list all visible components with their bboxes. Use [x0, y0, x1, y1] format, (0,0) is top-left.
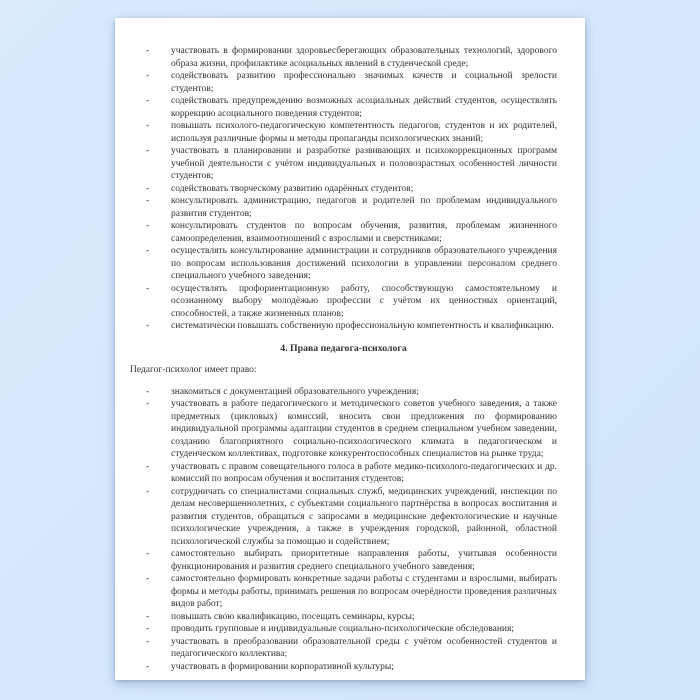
list-item-text: консультировать администрацию, педагогов и родителей по проблемам индивидуального развития студентов;: [171, 196, 557, 219]
list-item: [130, 611, 557, 624]
rights-list: [130, 386, 557, 674]
list-item-text: участвовать в преобразовании образовательной среды с учётом особенностей студентов и педагогического коллектива;: [171, 636, 557, 659]
bullet-dash: -: [146, 636, 150, 647]
list-item: [130, 661, 557, 674]
list-item-text: консультировать студентов по вопросам обучения, развития, проблемам жизненного самоопределения, взаимоотношений с взрослыми и сверстниками;: [171, 221, 557, 244]
list-item: [130, 461, 557, 486]
section-heading: 4. Права педагога-психолога: [280, 342, 407, 354]
bullet-dash: -: [146, 121, 150, 131]
list-item: [130, 145, 557, 183]
list-item-text: самостоятельно формировать конкретные задачи работы с студентами и взрослыми, выбирать формы и методы работы, принимать решения по вопросам очерёдности проведения различных видов работ;: [171, 574, 557, 609]
list-item-text: участвовать с правом совещательного голоса в работе медико-психолого-педагогических и др. комиссий по вопросам обучения и воспитания студентов;: [171, 461, 557, 484]
list-item: [130, 45, 557, 70]
bullet-dash: -: [146, 221, 150, 231]
list-item-text: участвовать в планировании и разработке развивающих и психокоррекционных программ учебной деятельности с учётом индивидуальных и половозрастных особенностей личности студентов;: [171, 146, 557, 181]
list-item-text: проводить групповые и индивидуальные социально-психологические обследования;: [171, 624, 514, 634]
list-item-text: содействовать развитию профессионально значимых качеств и социальной зрелости студентов;: [171, 71, 557, 94]
bullet-dash: -: [146, 283, 150, 294]
bullet-dash: -: [146, 461, 150, 472]
bullet-dash: -: [146, 574, 150, 584]
bullet-dash: -: [146, 71, 150, 81]
bullet-dash: -: [146, 486, 150, 497]
list-item-text: участвовать в работе педагогического и методического советов учебного заведения, а также предметных (цикловых) комиссий, вносить свои предложения по формированию индивидуальной программы адаптации студентов в среднем специальном учебном заведении, созданию благоприятного социально-психологического климата в педагогическом и студенческом коллективах, подготовке конкурентоспособных специалистов на рынке труда;: [171, 399, 557, 459]
list-item: [130, 398, 557, 461]
list-item-text: повышать психолого-педагогическую компетентность педагогов, студентов и их родителей, используя различные формы и методы пропаганды психологических знаний;: [171, 121, 557, 144]
bullet-dash: -: [146, 321, 150, 331]
list-item: [130, 486, 557, 549]
list-item: [130, 183, 557, 196]
list-item: [130, 283, 557, 321]
list-item-text: осуществлять профориентационную работу, способствующую самостоятельному и осознанному выбору молодёжью профессии с учётом их ценностных ориентаций, способностей, а также жизненных планов;: [171, 283, 557, 319]
list-item: [130, 120, 557, 145]
bullet-dash: -: [146, 611, 150, 622]
list-item-text: знакомиться с документацией образовательного учреждения;: [171, 386, 419, 397]
list-item: [130, 636, 557, 661]
bullet-dash: -: [146, 624, 150, 634]
section-intro: Педагог-психолог имеет право:: [130, 365, 257, 375]
bullet-dash: -: [146, 246, 150, 256]
list-item-text: участвовать в формировании корпоративной культуры;: [171, 661, 394, 672]
list-item: [130, 548, 557, 573]
list-item-text: повышать свою квалификацию, посещать семинары, курсы;: [171, 611, 415, 622]
list-item-text: содействовать предупреждению возможных асоциальных действий студентов, осуществлять коррекцию асоциального поведения студентов;: [171, 96, 557, 119]
bullet-dash: -: [146, 549, 150, 559]
list-item-text: участвовать в формировании здоровьесберегающих образовательных технологий, здорового образа жизни, профилактике асоциальных явлений в студенческой среде;: [171, 46, 557, 69]
bullet-dash: -: [146, 46, 150, 56]
bullet-dash: -: [146, 96, 150, 106]
list-item: [130, 220, 557, 245]
list-item: [130, 386, 557, 399]
bullet-dash: -: [146, 399, 150, 409]
bullet-dash: -: [146, 196, 150, 206]
bullet-dash: -: [146, 661, 150, 672]
document-content: [130, 45, 557, 673]
list-item-text: сотрудничать со специалистами социальных служб, медицинских учреждений, инспекции по делам несовершеннолетних, с субъектами социального партнёрства в вопросах воспитания и развития студентов, обращаться с запросами в медицинские дефектологические и научные психологические учреждения, а также в учреждения городской, районной, областной психологической службы за помощью и содействием;: [171, 486, 557, 547]
list-item: [130, 573, 557, 611]
list-item: [130, 95, 557, 120]
list-item-text: осуществлять консультирование администрации и сотрудников образовательного учреждения по вопросам использования достижений психологии в управлении персоналом среднего специального учебного заведения;: [171, 246, 557, 281]
list-item: [130, 195, 557, 220]
list-item-text: самостоятельно выбирать приоритетные направления работы, учитывая особенности функционирования и развития среднего специального учебного заведения;: [171, 549, 557, 572]
list-item: [130, 320, 557, 333]
list-item: [130, 245, 557, 283]
list-item: [130, 70, 557, 95]
bullet-dash: -: [146, 386, 150, 397]
bullet-dash: -: [146, 183, 150, 194]
list-item-text: систематически повышать собственную профессиональную компетентность и квалификацию.: [171, 321, 554, 331]
list-item: [130, 623, 557, 636]
list-item-text: содействовать творческому развитию одарённых студентов;: [171, 183, 414, 194]
document-page: [115, 18, 585, 680]
duties-list: [130, 45, 557, 333]
bullet-dash: -: [146, 146, 150, 156]
